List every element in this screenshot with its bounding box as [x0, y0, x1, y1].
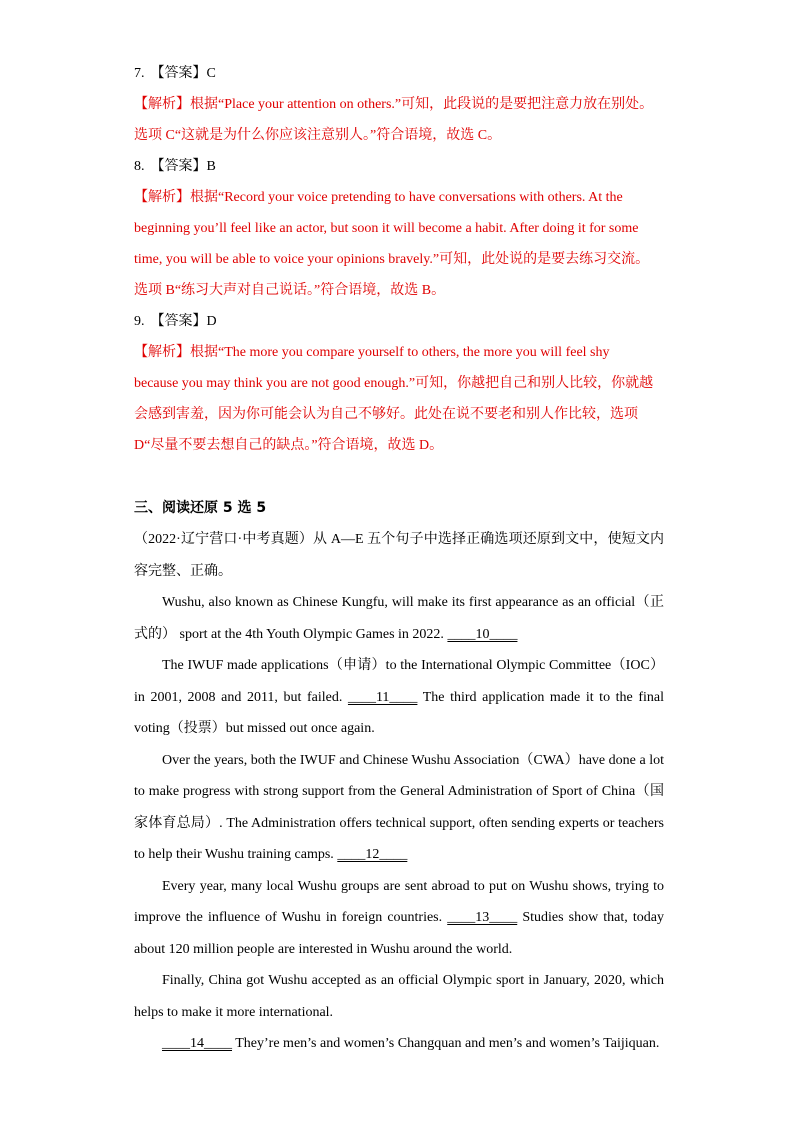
analysis-line: 【解析】根据“The more you compare yourself to others, the more you will feel shy: [134, 345, 610, 360]
paragraph-text: Studies show that, today about 120 million people are interested in Wushu around the world.: [134, 910, 664, 957]
blank-14[interactable]: ____14____: [162, 1036, 232, 1051]
answer-tag: 【答案】: [150, 159, 207, 174]
answer-block-7: [134, 58, 664, 151]
passage-paragraph-3: [134, 745, 664, 871]
analysis-line: 会感到害羞，因为你可能会认为自己不够好。此处在说不要老和别人作比较，选项: [134, 407, 638, 422]
answer-letter: C: [206, 66, 216, 81]
passage-paragraph-2: [134, 650, 664, 745]
answer-block-9: [134, 306, 664, 461]
paragraph-text: Over the years, both the IWUF and Chinese Wushu Association（CWA）have done a lot to make progress with strong support from the General Administration of Sport of China（国家体育总局）. The Administration offers technical support, often sending experts or teachers to help their Wushu training camps.: [134, 752, 664, 862]
question-number: 9.: [134, 314, 145, 329]
analysis-line: 【解析】根据“Place your attention on others.”可知，此段说的是要把注意力放在别处。: [134, 97, 654, 112]
blank-10[interactable]: ____10____: [447, 626, 518, 642]
analysis-line: because you may think you are not good enough.”可知，你越把自己和别人比较，你就越: [134, 376, 654, 391]
paragraph-text: The third application made it to the final voting（投票）but missed out once again.: [134, 689, 664, 736]
paragraph-text: The IWUF made applications（申请）to the International Olympic Committee（IOC）in 2001, 2008 and 2011, but failed.: [134, 658, 664, 705]
answer-letter: D: [206, 314, 217, 329]
blank-13[interactable]: ____13____: [447, 910, 518, 925]
analysis-line: 【解析】根据“Record your voice pretending to have conversations with others. At the: [134, 190, 623, 205]
answer-line: [134, 58, 664, 89]
passage-paragraph-4: [134, 871, 664, 966]
analysis-line: time, you will be able to voice your opinions bravely.”可知，此处说的是要去练习交流。: [134, 252, 650, 267]
answer-line: [134, 151, 664, 182]
question-number: 8.: [134, 159, 145, 174]
analysis-line: 选项 B“练习大声对自己说话。”符合语境，故选 B。: [134, 283, 446, 298]
analysis-line: beginning you’ll feel like an actor, but soon it will become a habit. After doing it for some: [134, 221, 639, 236]
blank-12[interactable]: ____12____: [337, 847, 408, 862]
passage-paragraph-1: [134, 587, 664, 650]
answer-line: [134, 306, 664, 337]
section-title: 三、阅读还原 5 选 5: [134, 500, 267, 516]
answer-tag: 【答案】: [150, 66, 207, 81]
section-intro: （2022·辽宁营口·中考真题）从 A—E 五个句子中选择正确选项还原到文中，使短文内容完整、正确。: [134, 532, 664, 579]
passage-paragraph-6: [134, 1028, 664, 1060]
passage-paragraph-5: Finally, China got Wushu accepted as an official Olympic sport in January, 2020, which helps to make it more international.: [134, 973, 664, 1020]
document-content: [134, 58, 664, 1060]
answer-tag: 【答案】: [150, 314, 207, 329]
analysis-line: 选项 C“这就是为什么你应该注意别人。”符合语境，故选 C。: [134, 128, 502, 143]
blank-11[interactable]: ____11____: [347, 689, 418, 705]
question-number: 7.: [134, 66, 145, 81]
answer-letter: B: [206, 159, 216, 174]
answer-block-8: [134, 151, 664, 306]
paragraph-text: Wushu, also known as Chinese Kungfu, will make its first appearance as an official（正式的） sport at the 4th Youth Olympic Games in 2022.: [134, 595, 664, 642]
paragraph-text: Every year, many local Wushu groups are sent abroad to put on Wushu shows, trying to improve the influence of Wushu in foreign countries.: [134, 878, 664, 925]
paragraph-text: They’re men’s and women’s Changquan and men’s and women’s Taijiquan.: [232, 1036, 660, 1051]
analysis-line: D“尽量不要去想自己的缺点。”符合语境，故选 D。: [134, 438, 444, 453]
